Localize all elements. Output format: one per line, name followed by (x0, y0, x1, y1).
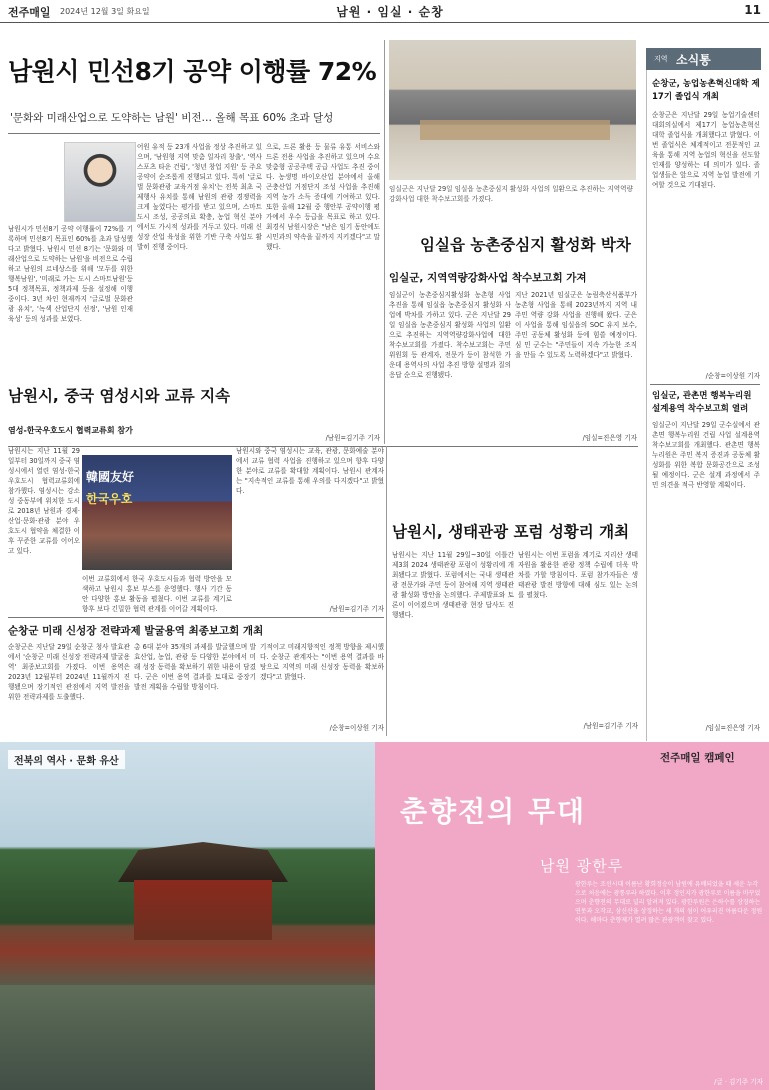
article2-headline: 임실읍 농촌중심지 활성화 박차 (420, 236, 631, 254)
article4-byline: /남원=김기주 기자 (583, 722, 638, 730)
section-title: 남원 · 임실 · 순창 (336, 5, 444, 19)
article1-col1: 남원시가 민선8기 공약 이행률이 72%를 기록하며 민선8기 목표인 60%를 초과 달성했다고 밝혔다. 남원시 민선 8기는 '문화와 미래산업으로 도약하는 남원'을 비전으로 수립하고 남원의 르네상스를 위해 '모두를 위한 행복남원', '미래로 가는 도시 스마트남원'등 5대 정책목표, 정책과제 등을 설정해 이행 중이다. 3년 차인 현재까지 '글로벌 문화관광 유치', '녹색 산업단지 선정', '남원 인재 육성' 등의 성과를 보였다. (8, 225, 133, 323)
sidebar-header (646, 48, 761, 70)
sidebar-item1-title: 순창군, 농업농촌혁신대학 제17기 졸업식 개최 (652, 79, 760, 102)
sidebar-item2-byline: /임실=진은영 기자 (705, 724, 760, 732)
campaign-title: 춘향전의 무대 (400, 795, 587, 828)
photo-caption: 임실군은 지난달 29일 임실읍 농촌중심지 활성화 사업의 일환으로 추진하는 지역역량강화사업 대한 착수보고회를 가졌다. (389, 185, 633, 203)
meeting-table (420, 120, 610, 140)
article2-col2: 지난 2021년 임실군은 농림축산식품부가 농촌형 사업을 통해 2023년까지 지역 내 주민 역량 강화 사업을 진행해 왔다. 군은 이 사업을 통해 임실읍의 SOC 유지 보수, 주민 공동체 활성화 등에 힘쓸 예정이다. 심 민 군수는 "주민들이 지속 가능한 조직을 만들 수 있도록 노력하겠다"고 밝혔다. (515, 291, 637, 359)
article3-byline: /남원=김기주 기자 (329, 605, 384, 613)
sidebar-tag: 지역 (654, 55, 668, 63)
divider (8, 133, 380, 134)
article3-subheadline: 염성-한국우호도시 협력교류회 참가 (8, 426, 133, 435)
article4-col2: 남원시는 이번 포럼을 계기로 지리산 생태자원을 활용한 관광 정책 수립에 더욱 박차를 가할 방침이다. 포럼 참가자들은 생태관광 발전 방향에 대해 심도 있는 논의를 펼쳤다. (518, 551, 638, 599)
main-subheadline: '문화와 미래산업으로 도약하는 남원' 비전… 올해 목표 60% 초과 달성 (10, 112, 334, 124)
article5-byline: /순창=이상원 기자 (329, 724, 384, 732)
article4-headline: 남원시, 생태관광 포럼 성황리 개최 (392, 523, 630, 541)
article2-subheadline: 임실군, 지역역량강화사업 착수보고회 가져 (389, 272, 587, 284)
sidebar-item1-body: 순창군은 지난달 29일 농업기술센터 대회의실에서 제17기 농업농촌혁신대학 졸업식을 개최했다고 밝혔다. 이번 졸업식은 체계적이고 전문적인 교육을 통해 지역 농업의 혁신을 선도할 인재를 양성하는 데 의미가 있다. 졸업생들은 앞으로 지역 농업 발전에 기여할 것으로 기대된다. (652, 111, 760, 189)
sidebar-item2-body: 임실군이 지난달 29일 군수실에서 관촌면 행복누리원 건립 사업 설계용역 착수보고회를 개최했다. 관촌면 행복누리원은 주민 복지 증진과 공동체 활성화를 위한 복합 문화공간으로 조성될 예정이다. 군은 설계 과정에서 주민 의견을 적극 반영할 계획이다. (652, 421, 760, 489)
article5-col1: 순창군은 지난달 29일 순창군 청사 발효관에서 '순창군 미래 신성장 전략과제 발굴용역' 최종보고회를 가졌다. 이번 용역은 2023년 12월부터 2024년 11월까지 진행됐으며 장기적인 관점에서 지역 발전을 위한 전략과제를 도출했다. (8, 643, 130, 701)
article5-col2: 총 6대 분야 35개의 과제를 발굴했으며 발효산업, 농업, 관광 등 다양한 분야에서 미래 성장 동력을 확보하기 위한 내용이 담겼다. 군은 이번 용역 결과를 토대로 중장기 발전 계획을 수립할 방침이다. (134, 643, 256, 691)
sidebar-item2-title: 임실군, 관촌면 행복누리원 설계용역 착수보고회 열려 (652, 391, 752, 414)
page-number: 11 (744, 3, 761, 17)
campaign-subtitle: 남원 광한루 (540, 857, 624, 875)
paper-name: 전주매일 (8, 6, 51, 19)
article5-headline: 순창군 미래 신성장 전략과제 발굴용역 최종보고회 개최 (8, 625, 264, 637)
article1-col2: 어원 유적 등 23개 사업을 정상 추진하고 있으며, '남원형 지역 맞춤 일자리 창출', '역사 스포츠 타운 건립', '청년 창업 지원' 등 주요 공약이 순조롭게 진행되고 있다. 특히 '글로벌 문화관광 교육거점 유치'는 전북 최초 국제행사 유치를 통해 남원의 관광 경쟁력을 크게 높였다는 평가를 받고 있으며, 스마트 도시 조성, 공공의료 확충, 농업 혁신 분야에서도 가시적 성과를 거두고 있다. 미래 신성장 산업 육성을 위한 기반 구축 사업도 활발히 진행 중이다. (137, 143, 262, 251)
column-divider (386, 446, 387, 736)
divider (650, 384, 760, 385)
campaign-tag: 전북의 역사 · 문화 유산 (8, 750, 125, 769)
campaign-label: 전주매일 캠페인 (660, 752, 735, 764)
sidebar-item1-byline: /순창=이상원 기자 (705, 372, 760, 380)
main-headline: 남원시 민선8기 공약 이행률 72% (8, 57, 377, 86)
divider (8, 617, 384, 618)
article3-col2: 이번 교류회에서 한국 우호도시들과 협력 방안을 모색하고 남원시 홍보 부스를 운영했다. 행사 기간 동안 다양한 홍보 활동을 펼쳤다. 이번 교류를 계기로 향후 보다 긴밀한 협력 관계를 이어갈 계획이다. (82, 575, 232, 613)
issue-date: 2024년 12월 3일 화요일 (60, 7, 150, 16)
meeting-photo (389, 40, 636, 180)
article3-col3: 남원시와 중국 염성시는 교육, 관광, 문화예술 분야에서 교류 협력 사업을 진행하고 있으며 향후 다양한 분야로 교류를 확대할 계획이다. 남원시 관계자는 "지속적인 교류를 통해 우의를 다지겠다"고 밝혔다. (236, 447, 384, 495)
article1-byline: /남원=김기주 기자 (325, 434, 380, 442)
article1-col3: 으로, 드론 활용 등 물류 유통 서비스와 드론 전용 사업을 추진하고 있으며 수요 맞춤형 공공주택 공급 사업도 추진 중이다. 농생명 바이오산업 분야에서 올해 곤충산업 거점단지 조성 사업을 추진해 지역 농가 소득 증대에 기여하고 있다. 또한 올해 12월 중 행안부 공약이행 평가에서 우수 등급을 목표로 하고 있다. 최경식 남원시장은 "남은 임기 동안에도 시민과의 약속을 끝까지 지키겠다"고 말했다. (266, 143, 380, 251)
campaign-body: 광한루는 조선시대 이름난 황희정승이 남원에 유배되었을 때 세운 누각으로 처음에는 광통루라 하였다. 이후 정인지가 광한루로 이름을 바꾸었으며 춘향전의 무대로 널리 알려져 있다. 광한루원은 은하수를 상징하는 연못과 오작교, 삼신산을 상징하는 세 개의 섬이 어우러진 아름다운 정원이다. 해마다 춘향제가 열려 많은 관광객이 찾고 있다. (575, 881, 763, 924)
article4-col1: 남원시는 지난 11월 29일~30일 이틀간 제3회 2024 생태관광 포럼이 성황리에 개최됐다고 밝혔다. 포럼에서는 국내 생태관광 전문가와 주민 등이 참여해 지역 생태관광 활성화 방안을 논의했다. 주제발표와 토론이 이어졌으며 생태관광 현장 답사도 진행됐다. (392, 551, 514, 619)
article3-headline: 남원시, 중국 염성시와 교류 지속 (8, 387, 231, 405)
pavilion-body (134, 880, 272, 940)
campaign-byline: /글 · 김기주 기자 (714, 1078, 763, 1086)
pond (0, 985, 375, 1090)
column-divider (384, 40, 385, 444)
photo-banner-korean: 한국우호 (86, 492, 133, 506)
article3-col1: 남원시는 지난 11월 29일부터 30일까지 중국 염성시에서 열린 염성-한국우호도시 협력교류회에 참가했다. 염성시는 강소성 중동부에 위치한 도시로 2018년 남원과 경제·산업·문화·관광 분야 우호도시 협약을 체결한 이후 꾸준한 교류를 이어오고 있다. (8, 447, 80, 555)
article1-col1-lead (8, 142, 62, 222)
photo-banner-hanja: 韓國友好 (86, 470, 135, 484)
sidebar-title: 소식통 (676, 53, 711, 67)
article2-byline: /임실=진은영 기자 (582, 434, 637, 442)
article2-col1: 임실군이 농촌중심지활성화 농촌형 사업 추진을 통해 임실읍 농촌중심지 활성화 사업에 박차를 가하고 있다. 군은 지난달 29일 임실읍 농촌중심지 활성화 사업의 일환으로 추진하는 지역역량강화사업에 대한 착수보고회를 가졌다. 착수보고회는 주민 위원회 등 관계자, 전문가 등이 참석한 가운데 용역사의 사업 추진 방향 설명과 질의 응답 순으로 진행됐다. (389, 291, 511, 379)
article5-col3: 기적이고 미래지향적인 정책 방향을 제시했다. 순창군 관계자는 "이번 용역 결과를 바탕으로 지역의 미래 신성장 동력을 확보하겠다"고 밝혔다. (260, 643, 384, 681)
mayor-photo (64, 142, 136, 222)
